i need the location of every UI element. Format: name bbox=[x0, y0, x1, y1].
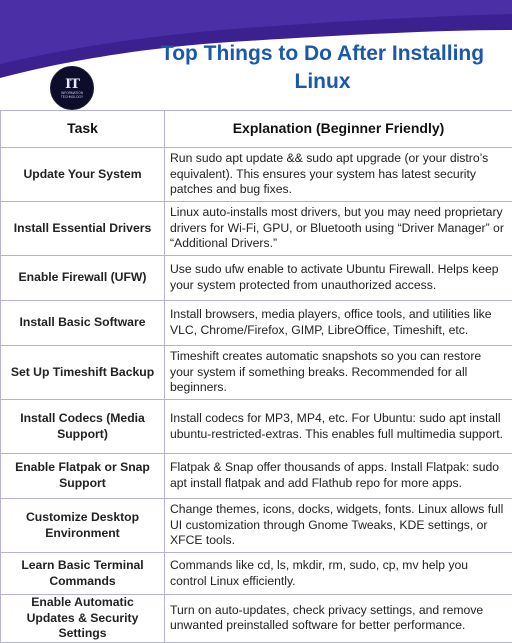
header-explanation: Explanation (Beginner Friendly) bbox=[165, 111, 512, 148]
table-row bbox=[1, 595, 512, 643]
table-row bbox=[1, 400, 512, 454]
task-cell: Install Essential Drivers bbox=[1, 202, 165, 256]
task-cell: Update Your System bbox=[1, 148, 165, 202]
table-row bbox=[1, 148, 512, 202]
table-row bbox=[1, 256, 512, 301]
explanation-cell: Commands like cd, ls, mkdir, rm, sudo, cp, mv help you control Linux efficiently. bbox=[165, 553, 512, 595]
task-cell: Enable Automatic Updates & Security Settings bbox=[1, 595, 165, 643]
page-title: Top Things to Do After Installing Linux bbox=[140, 40, 505, 96]
task-cell: Enable Firewall (UFW) bbox=[1, 256, 165, 301]
logo-mark: IT bbox=[65, 78, 79, 91]
table-header-row bbox=[1, 111, 512, 148]
explanation-cell: Install codecs for MP3, MP4, etc. For Ubuntu: sudo apt install ubuntu-restricted-extras. This enables full multimedia support. bbox=[165, 400, 512, 454]
logo-label: INFORMATION TECHNOLOGY bbox=[51, 91, 93, 99]
explanation-cell: Turn on auto-updates, check privacy settings, and remove unwanted preinstalled software for better performance. bbox=[165, 595, 512, 643]
task-cell: Learn Basic Terminal Commands bbox=[1, 553, 165, 595]
task-cell: Customize Desktop Environment bbox=[1, 499, 165, 553]
explanation-cell: Timeshift creates automatic snapshots so you can restore your system if something breaks. Recommended for all beginners. bbox=[165, 346, 512, 400]
task-cell: Install Basic Software bbox=[1, 301, 165, 346]
task-cell: Enable Flatpak or Snap Support bbox=[1, 454, 165, 499]
table-row bbox=[1, 499, 512, 553]
table-row bbox=[1, 454, 512, 499]
explanation-cell: Install browsers, media players, office tools, and utilities like VLC, Chrome/Firefox, GIMP, LibreOffice, Timeshift, etc. bbox=[165, 301, 512, 346]
table-row bbox=[1, 346, 512, 400]
explanation-cell: Run sudo apt update && sudo apt upgrade (or your distro’s equivalent). This ensures your system has latest security patches and bug fixes. bbox=[165, 148, 512, 202]
it-logo bbox=[50, 66, 94, 110]
table-row bbox=[1, 301, 512, 346]
task-cell: Install Codecs (Media Support) bbox=[1, 400, 165, 454]
explanation-cell: Flatpak & Snap offer thousands of apps. Install Flatpak: sudo apt install flatpak and add Flathub repo for more apps. bbox=[165, 454, 512, 499]
explanation-cell: Linux auto-installs most drivers, but you may need proprietary drivers for Wi-Fi, GPU, or Bluetooth using “Driver Manager” or “Additional Drivers.” bbox=[165, 202, 512, 256]
task-cell: Set Up Timeshift Backup bbox=[1, 346, 165, 400]
table-row bbox=[1, 553, 512, 595]
table-row bbox=[1, 202, 512, 256]
explanation-cell: Use sudo ufw enable to activate Ubuntu Firewall. Helps keep your system protected from unauthorized access. bbox=[165, 256, 512, 301]
tasks-table bbox=[0, 110, 512, 643]
header-task: Task bbox=[1, 111, 165, 148]
explanation-cell: Change themes, icons, docks, widgets, fonts. Linux allows full UI customization through Gnome Tweaks, KDE settings, or XFCE tools. bbox=[165, 499, 512, 553]
